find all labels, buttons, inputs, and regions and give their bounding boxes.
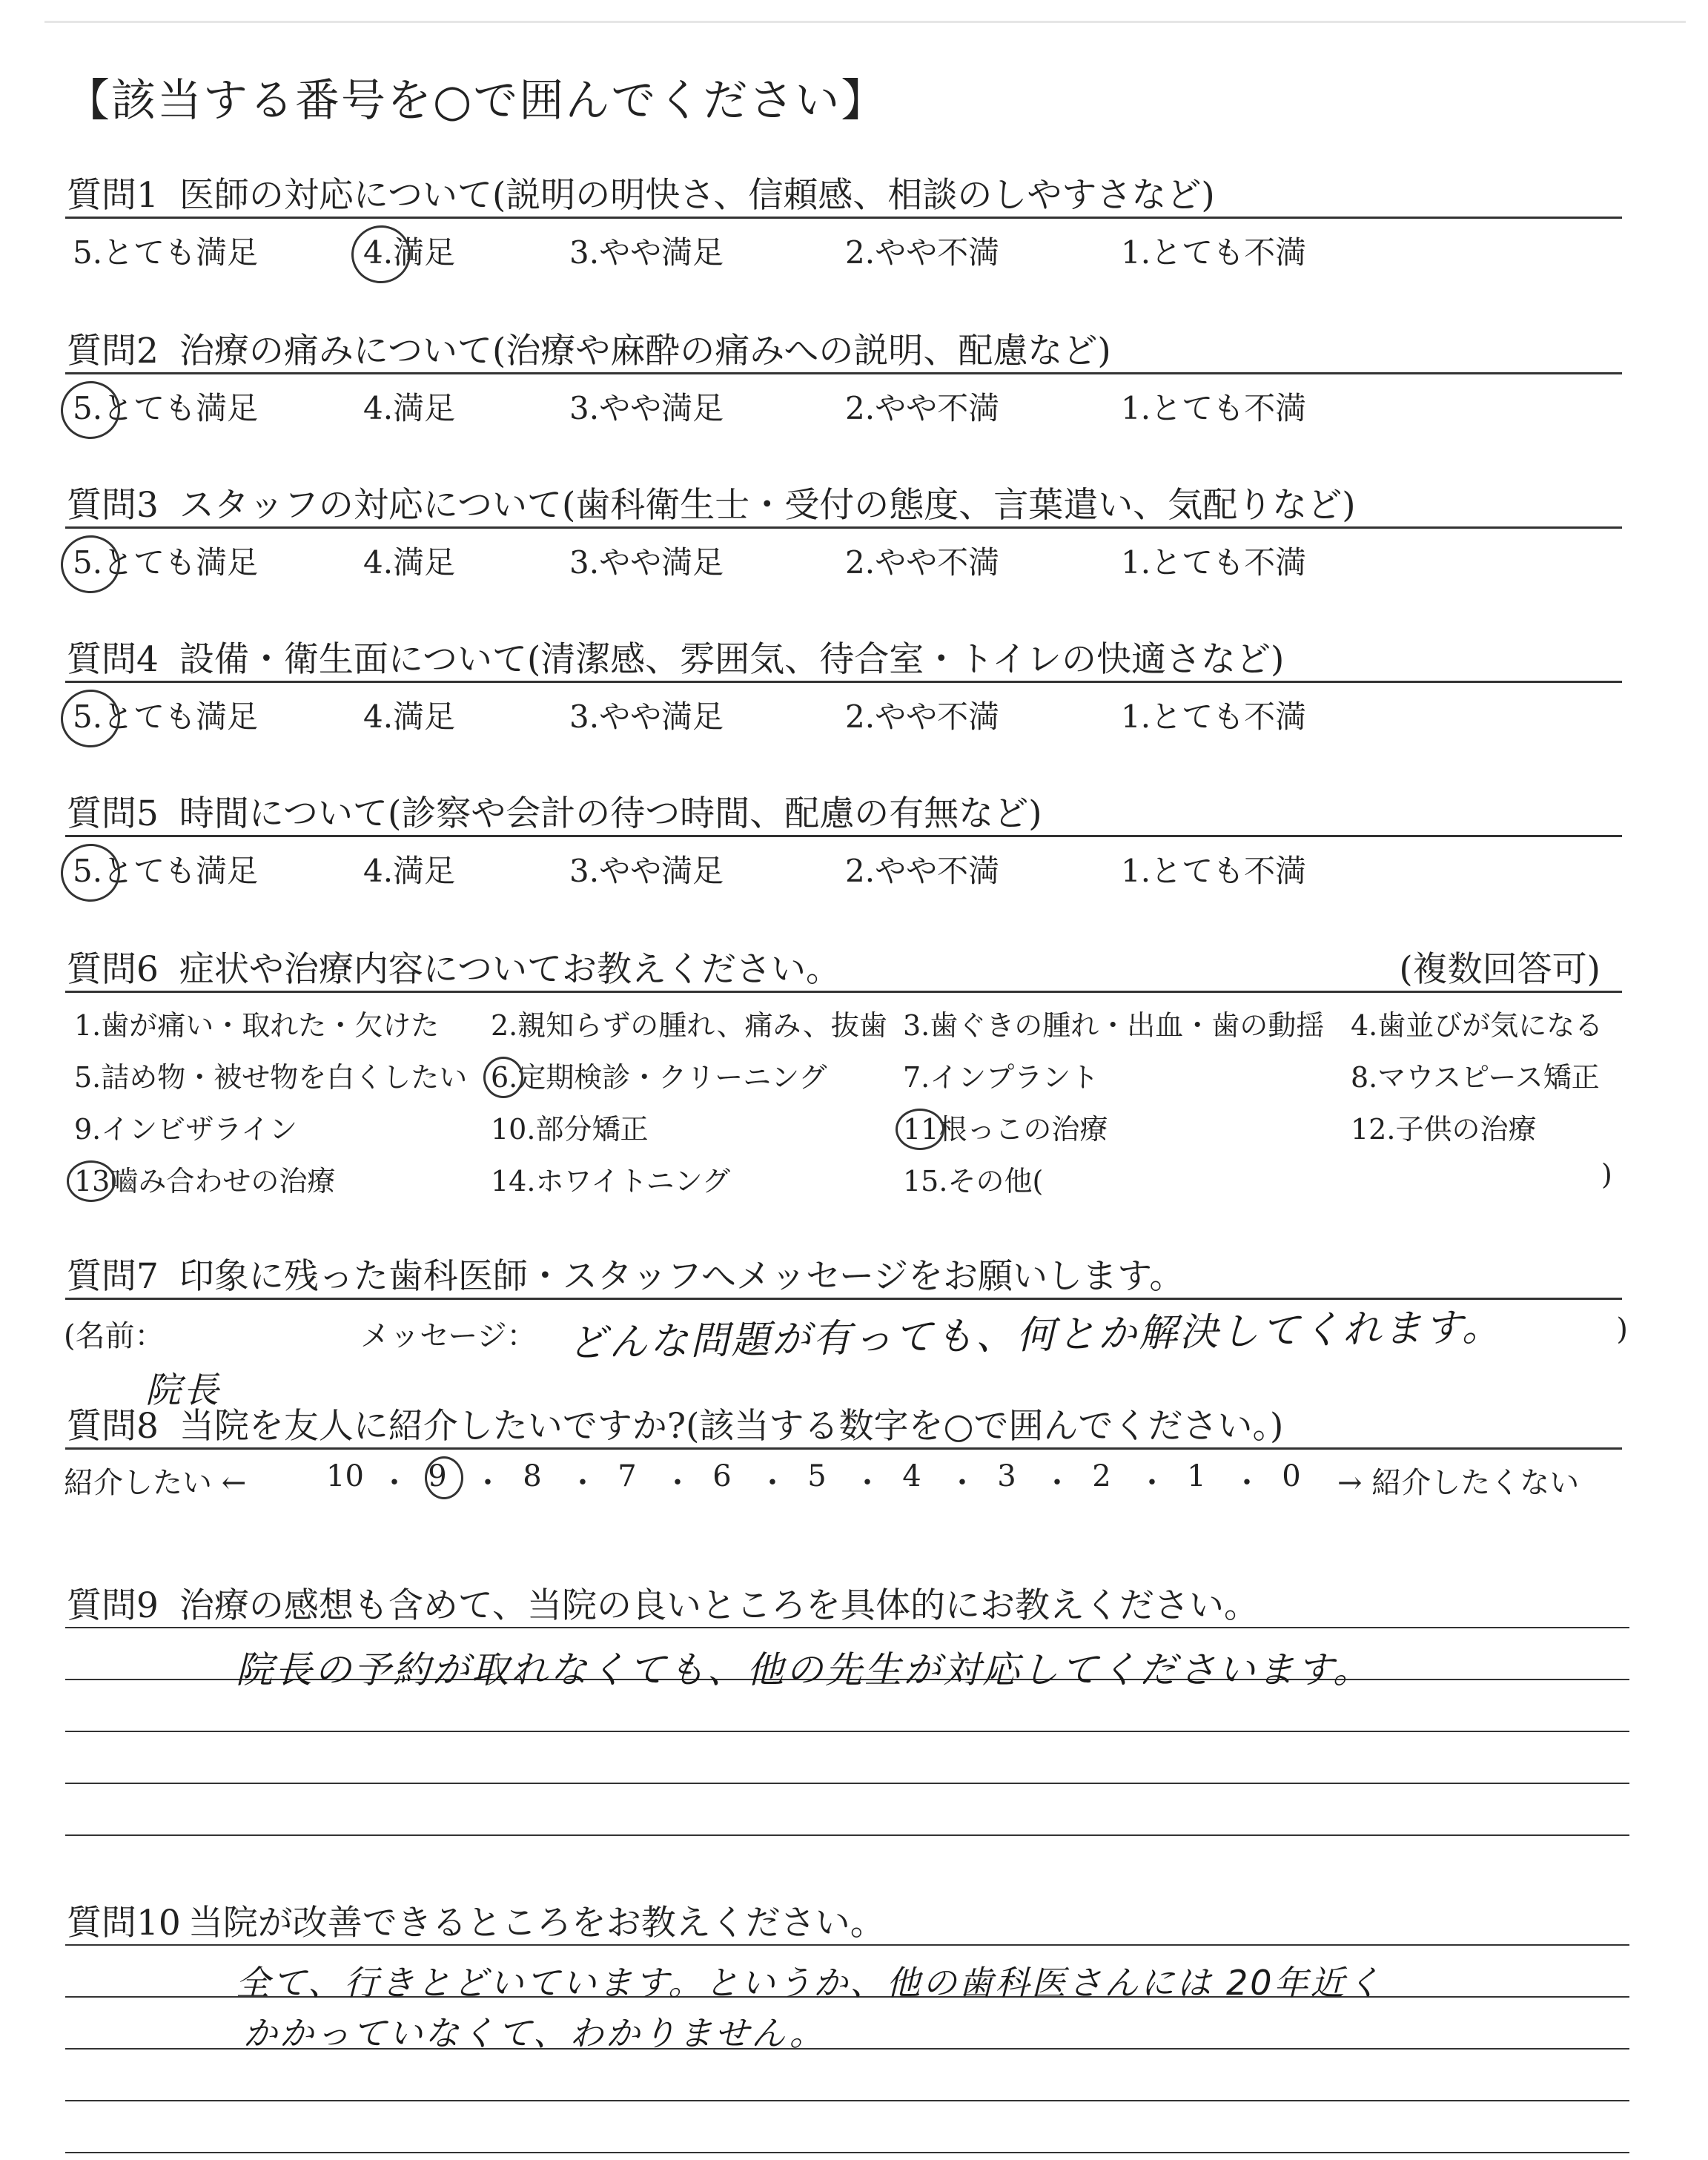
rating-options	[0, 538, 1708, 583]
rule-line	[65, 526, 1622, 529]
option-4[interactable]: 4.満足	[363, 698, 456, 735]
circle-mark: 9	[428, 1459, 447, 1493]
option-3[interactable]: 3.やや満足	[569, 544, 724, 581]
top-border	[44, 21, 1686, 23]
scale-left-label: 紹介したい ←	[64, 1466, 247, 1500]
rating-options	[0, 384, 1708, 429]
question-text: 印象に残った歯科医師・スタッフへメッセージをお願いします。	[179, 1256, 1185, 1297]
question-text: 時間について(診察や会計の待つ時間、配慮の有無など)	[179, 793, 1042, 834]
scale-value[interactable]: 3	[997, 1459, 1016, 1493]
question-10-title	[67, 1895, 885, 1945]
scale-dot: ・	[473, 1466, 503, 1500]
circle-mark: 13	[74, 1165, 110, 1198]
option-3[interactable]: 3.やや満足	[569, 698, 724, 735]
circle-mark: 5.	[73, 698, 103, 735]
option-2[interactable]: 2.やや不満	[845, 544, 1000, 581]
option-1[interactable]: 1.とても不満	[1121, 698, 1307, 735]
option-4[interactable]: 4.満足	[363, 853, 456, 889]
option-2[interactable]: 2.やや不満	[845, 390, 1000, 426]
scale-value[interactable]: 0	[1282, 1459, 1301, 1493]
symptom-option[interactable]: 8.マウスピース矯正	[1351, 1061, 1600, 1094]
question-3-title	[67, 478, 1356, 527]
scale-value[interactable]: 5	[807, 1459, 827, 1493]
other-close-paren: )	[1601, 1158, 1612, 1191]
scale-value[interactable]: 6	[712, 1459, 732, 1493]
option-3[interactable]: 3.やや満足	[569, 390, 724, 426]
question-number: 質問4	[67, 639, 159, 680]
message-label: メッセージ：	[360, 1319, 537, 1353]
symptom-option[interactable]: 12.子供の治療	[1351, 1113, 1537, 1146]
question-1-title	[67, 168, 1215, 217]
option-5-selected[interactable]: 5.とても満足	[73, 853, 259, 889]
circle-mark: 5.	[73, 544, 103, 581]
circle-mark: 11	[903, 1113, 939, 1146]
rating-options	[0, 228, 1708, 273]
symptom-option[interactable]: 5.詰め物・被せ物を白くしたい	[74, 1061, 468, 1094]
symptom-option-selected[interactable]: 13嚙み合わせの治療	[74, 1165, 336, 1198]
scale-value-selected[interactable]	[423, 1459, 452, 1493]
question-text: 当院を友人に紹介したいですか?(該当する数字を○で囲んでください。)	[179, 1406, 1284, 1447]
multiple-answers-note: (複数回答可)	[1399, 949, 1601, 990]
question-number: 質問6	[67, 949, 159, 990]
question-text: 当院が改善できるところをお教えください。	[188, 1903, 885, 1943]
rule-line	[65, 217, 1622, 219]
scale-value[interactable]: 2	[1092, 1459, 1111, 1493]
answer-line	[65, 1731, 1629, 1732]
question-number: 質問9	[67, 1585, 159, 1626]
name-label: (名前：	[64, 1319, 165, 1353]
symptom-option[interactable]: 10.部分矯正	[491, 1113, 649, 1146]
scale-dot: ・	[1137, 1466, 1167, 1500]
rule-line	[65, 681, 1622, 683]
scale-value[interactable]: 10	[326, 1459, 364, 1493]
rule-line	[65, 372, 1622, 374]
scale-value[interactable]: 4	[902, 1459, 921, 1493]
scale-dot: ・	[568, 1466, 598, 1500]
symptom-option-other[interactable]: 15.その他(	[903, 1165, 1044, 1198]
handwritten-answer-1: 全て、行きとどいています。というか、他の歯科医さんには 20年近く	[236, 1963, 1383, 2003]
option-3[interactable]: 3.やや満足	[569, 234, 724, 271]
handwritten-message: どんな問題が有っても、何とか解決してくれます。	[567, 1305, 1503, 1366]
answer-line	[65, 1783, 1629, 1784]
question-text: 症状や治療内容についてお教えください。	[179, 949, 841, 990]
rating-options	[0, 693, 1708, 737]
question-text: 医師の対応について(説明の明快さ、信頼感、相談のしやすさなど)	[179, 175, 1215, 216]
symptom-option[interactable]: 9.インビザライン	[74, 1113, 298, 1146]
rule-line	[65, 991, 1622, 993]
rule-line	[65, 835, 1622, 837]
option-4[interactable]: 4.満足	[363, 544, 456, 581]
symptom-option[interactable]: 3.歯ぐきの腫れ・出血・歯の動揺	[903, 1009, 1325, 1042]
answer-line	[65, 2152, 1629, 2153]
circle-mark: 5.	[73, 390, 103, 426]
circle-mark: 5.	[73, 853, 103, 889]
question-number: 質問10	[67, 1903, 181, 1943]
question-number: 質問5	[67, 793, 159, 834]
handwritten-answer-2: かかっていなくて、わかりません。	[243, 2013, 826, 2053]
circle-mark: 4.	[363, 234, 394, 271]
question-number: 質問8	[67, 1406, 159, 1447]
rating-options	[0, 847, 1708, 891]
option-5-selected[interactable]: 5.とても満足	[73, 390, 259, 426]
option-1[interactable]: 1.とても不満	[1121, 853, 1307, 889]
question-2-title	[67, 323, 1111, 373]
question-number: 質問1	[67, 175, 159, 216]
answer-line	[65, 1834, 1629, 1836]
question-text: 治療の感想も含めて、当院の良いところを具体的にお教えください。	[179, 1585, 1259, 1626]
symptom-option[interactable]: 1.歯が痛い・取れた・欠けた	[74, 1009, 440, 1042]
question-number: 質問3	[67, 485, 159, 526]
question-6-title	[67, 942, 841, 991]
option-4-selected[interactable]: 4.満足	[363, 234, 456, 271]
close-paren: )	[1616, 1312, 1628, 1347]
question-8-title	[67, 1398, 1283, 1448]
option-5[interactable]: 5.とても満足	[73, 234, 259, 271]
scale-value[interactable]: 7	[618, 1459, 637, 1493]
symptom-option-selected[interactable]: 6.定期検診・クリーニング	[491, 1061, 827, 1094]
scale-dot: ・	[758, 1466, 787, 1500]
symptom-option[interactable]: 4.歯並びが気になる	[1351, 1009, 1603, 1042]
rule-line	[65, 1447, 1622, 1450]
option-5-selected[interactable]: 5.とても満足	[73, 698, 259, 735]
option-1[interactable]: 1.とても不満	[1121, 390, 1307, 426]
handwritten-answer: 院長の予約が取れなくても、他の先生が対応してくださいます。	[236, 1648, 1372, 1691]
scale-value[interactable]: 1	[1187, 1459, 1206, 1493]
handwritten-name: 院長	[145, 1370, 222, 1411]
option-2[interactable]: 2.やや不満	[845, 853, 1000, 889]
scale-right-label: → 紹介したくない	[1337, 1466, 1580, 1500]
scale-dot: ・	[947, 1466, 977, 1500]
instruction-header: 【該当する番号を○で囲んでください】	[65, 75, 887, 127]
option-3[interactable]: 3.やや満足	[569, 853, 724, 889]
scale-dot: ・	[663, 1466, 692, 1500]
question-7-title	[67, 1249, 1184, 1298]
circle-mark: 6.	[491, 1061, 518, 1094]
option-1[interactable]: 1.とても不満	[1121, 234, 1307, 271]
option-2[interactable]: 2.やや不満	[845, 234, 1000, 271]
question-number: 質問7	[67, 1256, 159, 1297]
option-4[interactable]: 4.満足	[363, 390, 456, 426]
question-9-title	[67, 1578, 1259, 1628]
scale-dot: ・	[380, 1466, 409, 1500]
symptom-option[interactable]: 7.インプラント	[903, 1061, 1099, 1094]
answer-line	[65, 1627, 1629, 1628]
answer-line	[65, 2100, 1629, 2101]
question-text: スタッフの対応について(歯科衛生士・受付の態度、言葉遣い、気配りなど)	[179, 485, 1356, 526]
scale-value[interactable]: 8	[523, 1459, 542, 1493]
question-number: 質問2	[67, 331, 159, 371]
scale-dot: ・	[1042, 1466, 1072, 1500]
option-1[interactable]: 1.とても不満	[1121, 544, 1307, 581]
option-2[interactable]: 2.やや不満	[845, 698, 1000, 735]
symptom-option-selected[interactable]: 11根っこの治療	[903, 1113, 1108, 1146]
question-5-title	[67, 786, 1042, 836]
scale-dot: ・	[1232, 1466, 1262, 1500]
question-text: 設備・衛生面について(清潔感、雰囲気、待合室・トイレの快適さなど)	[179, 639, 1285, 680]
symptom-option[interactable]: 14.ホワイトニング	[491, 1165, 731, 1198]
scale-dot: ・	[853, 1466, 882, 1500]
symptom-option[interactable]: 2.親知らずの腫れ、痛み、抜歯	[491, 1009, 887, 1042]
question-text: 治療の痛みについて(治療や麻酔の痛みへの説明、配慮など)	[179, 331, 1111, 371]
option-5-selected[interactable]: 5.とても満足	[73, 544, 259, 581]
question-4-title	[67, 632, 1284, 681]
answer-line	[65, 1944, 1629, 1946]
